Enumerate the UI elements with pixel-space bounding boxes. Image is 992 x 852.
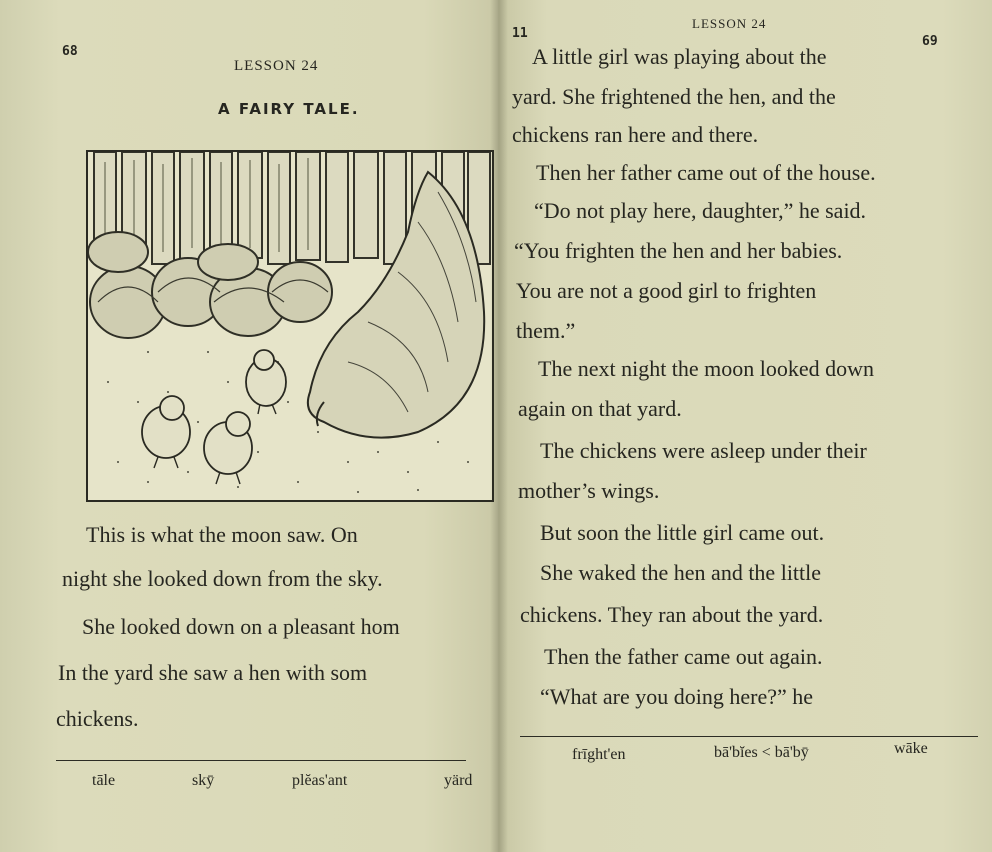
right-line-3: chickens ran here and there.	[512, 122, 759, 147]
right-glossary-rule	[520, 736, 978, 737]
left-page-number: 68	[62, 44, 78, 59]
right-line-4: Then her father came out of the house.	[536, 160, 876, 185]
right-line-11: The chickens were asleep under their	[540, 438, 867, 463]
right-line-14: She waked the hen and the little	[540, 560, 822, 585]
right-lesson-heading: LESSON 24	[692, 16, 767, 31]
right-line-1: A little girl was playing about the	[532, 44, 827, 69]
right-glossary-word-2: bā'bĭes < bā'bȳ	[714, 744, 809, 761]
right-line-6: “You frighten the hen and her babies.	[514, 238, 843, 263]
right-line-17: “What are you doing here?” he	[540, 684, 814, 709]
story-title: A FAIRY TALE.	[218, 100, 360, 118]
left-line-1: This is what the moon saw. On	[86, 522, 358, 547]
right-line-8: them.”	[516, 318, 576, 343]
right-line-9: The next night the moon looked down	[538, 356, 875, 381]
left-lesson-heading: LESSON 24	[234, 58, 319, 74]
right-line-13: But soon the little girl came out.	[540, 520, 825, 545]
book-gutter	[490, 0, 508, 852]
left-line-3: She looked down on a pleasant hom	[82, 614, 400, 639]
right-page	[498, 0, 992, 852]
left-glossary-rule	[56, 760, 466, 761]
right-line-15: chickens. They ran about the yard.	[520, 602, 824, 627]
right-margin-mark: 11	[512, 26, 528, 41]
left-glossary-word-1: tāle	[92, 772, 116, 789]
right-line-10: again on that yard.	[518, 396, 682, 421]
right-line-2: yard. She frightened the hen, and the	[512, 84, 836, 109]
left-line-2: night she looked down from the sky.	[62, 566, 383, 591]
right-line-12: mother’s wings.	[518, 478, 660, 503]
left-glossary-word-4: yärd	[444, 772, 473, 789]
right-glossary-word-3: wāke	[894, 740, 928, 757]
right-line-7: You are not a good girl to frighten	[516, 278, 817, 303]
right-line-5: “Do not play here, daughter,” he said.	[534, 198, 867, 223]
right-glossary-word-1: frīght'en	[572, 746, 626, 763]
left-line-4: In the yard she saw a hen with som	[58, 660, 368, 685]
hen-and-chickens-illustration	[86, 150, 494, 502]
left-glossary-word-3: plĕas'ant	[292, 772, 348, 789]
left-line-5: chickens.	[56, 706, 139, 731]
right-line-16: Then the father came out again.	[544, 644, 823, 669]
left-glossary-word-2: skȳ	[192, 772, 215, 789]
right-page-number: 69	[922, 34, 938, 49]
